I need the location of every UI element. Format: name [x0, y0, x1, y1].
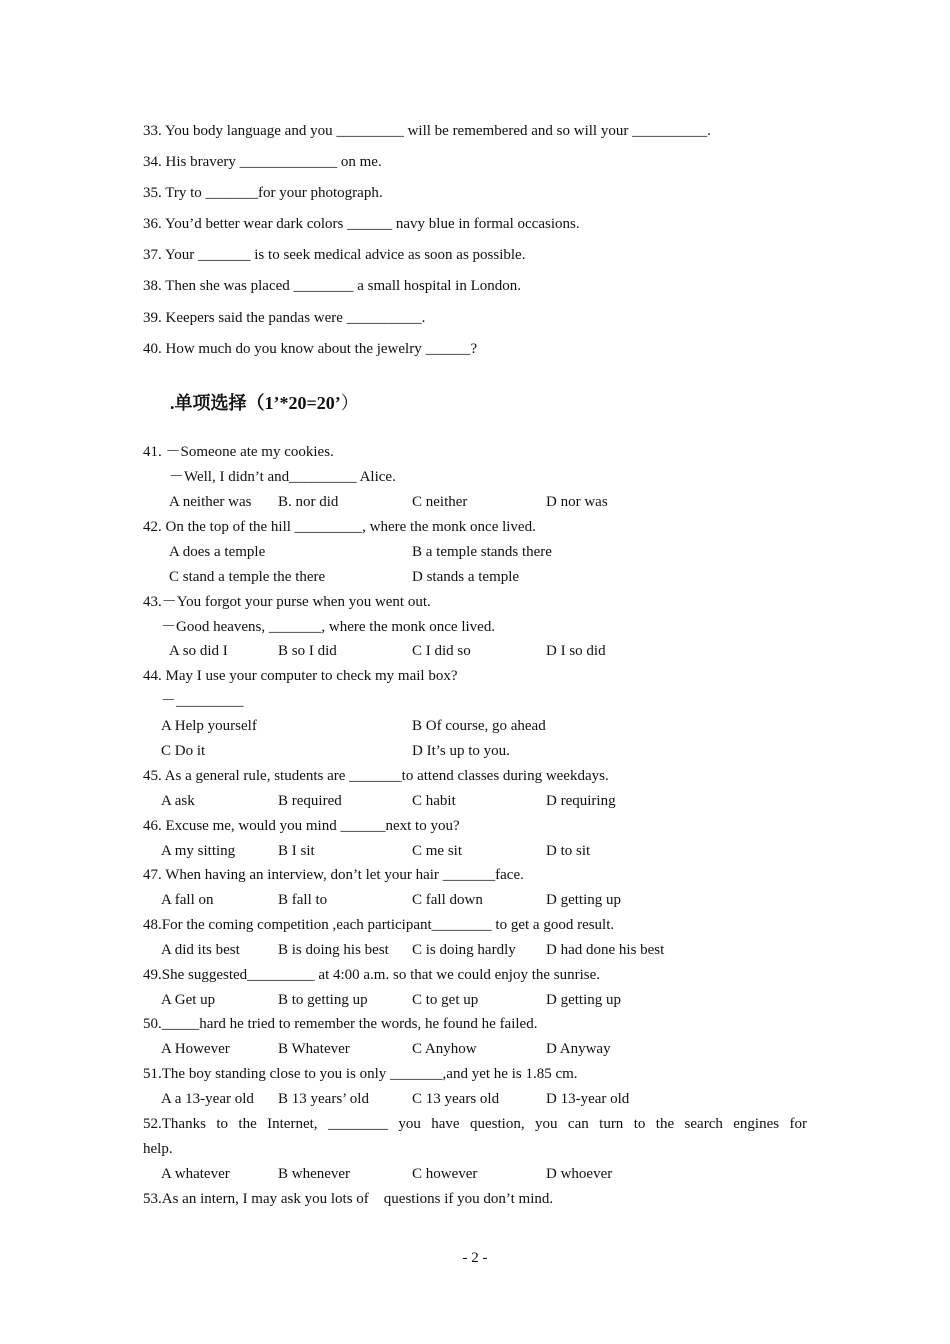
question-53-stem: 53.As an intern, I may ask you lots of questions if you don’t mind. [143, 1191, 554, 1207]
question-43-stem: 43.－You forgot your purse when you went out. [143, 594, 431, 610]
question-45-option-a: A ask [161, 793, 195, 809]
section-suffix: ） [340, 393, 359, 413]
question-41-stem: 41. －Someone ate my cookies. [143, 444, 334, 460]
question-43-option-b: B so I did [278, 643, 337, 659]
question-50-option-b: B Whatever [278, 1041, 350, 1057]
question-47-option-c: C fall down [412, 892, 483, 908]
question-49-option-d: D getting up [546, 992, 621, 1008]
question-49-stem: 49.She suggested_________ at 4:00 a.m. so that we could enjoy the sunrise. [143, 967, 601, 983]
question-52-option-d: D whoever [546, 1166, 613, 1182]
question-49-option-c: C to get up [412, 992, 479, 1008]
question-42-stem: 42. On the top of the hill _________, where the monk once lived. [143, 519, 536, 535]
question-46-option-b: B I sit [278, 843, 315, 859]
question-49-option-b: B to getting up [278, 992, 368, 1008]
question-52-option-c: C however [412, 1166, 478, 1182]
question-44-stem: 44. May I use your computer to check my mail box? [143, 668, 458, 684]
page-number: - 2 - [462, 1250, 488, 1266]
question-48-stem: 48.For the coming competition ,each participant________ to get a good result. [143, 917, 615, 933]
section-score: 1’*20=20’ [264, 393, 341, 413]
fill-in-38: 38. Then she was placed ________ a small hospital in London. [143, 278, 521, 294]
question-43-option-a: A so did I [169, 643, 228, 659]
question-41-option-d: D nor was [546, 494, 608, 510]
question-45-stem: 45. As a general rule, students are _______to attend classes during weekdays. [143, 768, 609, 784]
question-52-stem: 52.Thanks to the Internet, ________ you have question, you can turn to the search engines for [143, 1116, 807, 1132]
question-41-option-b: B. nor did [278, 494, 339, 510]
question-52-stem-continued: help. [143, 1141, 173, 1157]
question-46-option-a: A my sitting [161, 843, 236, 859]
question-52-option-b: B whenever [278, 1166, 351, 1182]
question-41-option-a: A neither was [169, 494, 252, 510]
question-46-option-c: C me sit [412, 843, 463, 859]
fill-in-40: 40. How much do you know about the jewelry ______? [143, 341, 478, 357]
question-42-option-b: B a temple stands there [412, 544, 552, 560]
question-50-stem: 50._____hard he tried to remember the words, he found he failed. [143, 1016, 538, 1032]
question-44-option-a: A Help yourself [161, 718, 257, 734]
question-47-option-b: B fall to [278, 892, 328, 908]
fill-in-35: 35. Try to _______for your photograph. [143, 185, 383, 201]
question-46-stem: 46. Excuse me, would you mind ______next to you? [143, 818, 460, 834]
question-41-option-c: C neither [412, 494, 468, 510]
question-47-option-d: D getting up [546, 892, 621, 908]
fill-in-33: 33. You body language and you _________ will be remembered and so will your __________. [143, 123, 711, 139]
question-44-option-d: D It’s up to you. [412, 743, 510, 759]
question-48-option-d: D had done his best [546, 942, 665, 958]
section-heading [170, 389, 359, 415]
question-47-stem: 47. When having an interview, don’t let your hair _______face. [143, 867, 524, 883]
question-48-option-c: C is doing hardly [412, 942, 516, 958]
question-45-option-c: C habit [412, 793, 456, 809]
question-51-option-b: B 13 years’ old [278, 1091, 369, 1107]
question-43-option-d: D I so did [546, 643, 606, 659]
question-41-stem-2: －Well, I didn’t and_________ Alice. [169, 469, 396, 485]
question-42-option-a: A does a temple [169, 544, 266, 560]
question-50-option-d: D Anyway [546, 1041, 611, 1057]
question-44-option-b: B Of course, go ahead [412, 718, 546, 734]
question-43-option-c: C I did so [412, 643, 471, 659]
question-51-option-a: A a 13-year old [161, 1091, 254, 1107]
question-45-option-b: B required [278, 793, 342, 809]
question-51-stem: 51.The boy standing close to you is only _______,and yet he is 1.85 cm. [143, 1066, 578, 1082]
question-51-option-d: D 13-year old [546, 1091, 630, 1107]
question-46-option-d: D to sit [546, 843, 591, 859]
question-49-option-a: A Get up [161, 992, 216, 1008]
question-45-option-d: D requiring [546, 793, 616, 809]
question-44-answer-line: －_________ [161, 693, 244, 709]
fill-in-37: 37. Your _______ is to seek medical advice as soon as possible. [143, 247, 526, 263]
question-47-option-a: A fall on [161, 892, 214, 908]
question-42-option-c: C stand a temple the there [169, 569, 326, 585]
question-51-option-c: C 13 years old [412, 1091, 500, 1107]
question-43-stem-2: －Good heavens, _______, where the monk once lived. [161, 619, 496, 635]
question-42-option-d: D stands a temple [412, 569, 520, 585]
question-52-option-a: A whatever [161, 1166, 230, 1182]
fill-in-39: 39. Keepers said the pandas were __________. [143, 310, 426, 326]
question-48-option-b: B is doing his best [278, 942, 389, 958]
section-prefix: .单项选择（ [170, 393, 265, 413]
question-50-option-c: C Anyhow [412, 1041, 477, 1057]
fill-in-34: 34. His bravery _____________ on me. [143, 154, 382, 170]
question-44-option-c: C Do it [161, 743, 206, 759]
fill-in-36: 36. You’d better wear dark colors ______ navy blue in formal occasions. [143, 216, 580, 232]
question-48-option-a: A did its best [161, 942, 240, 958]
question-50-option-a: A However [161, 1041, 230, 1057]
